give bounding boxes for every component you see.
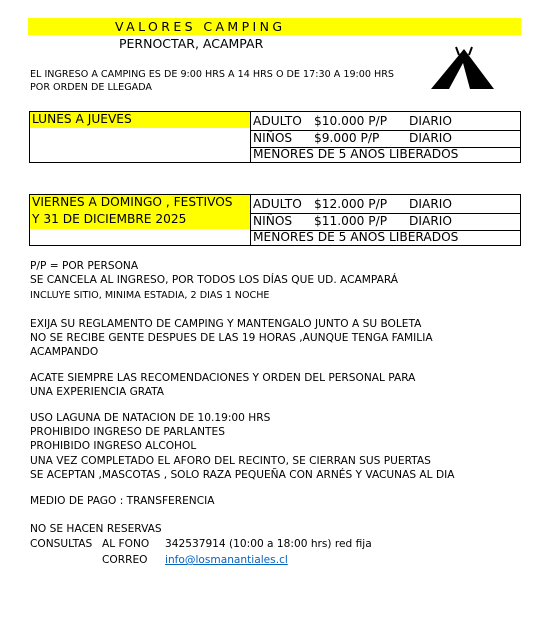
no-reservations-note: NO SE HACEN RESERVAS: [30, 523, 162, 535]
capacity-note: UNA VEZ COMPLETADO EL AFORO DEL RECINTO, SE CIERRAN SUS PUERTAS: [30, 455, 431, 467]
staff-line-1: ACATE SIEMPRE LAS RECOMENDACIONES Y ORDEN DEL PERSONAL PARA: [30, 372, 416, 384]
rate-period: DIARIO: [409, 214, 452, 228]
page-title: VALORES CAMPING: [115, 19, 286, 34]
weekend-label-line-2: Y 31 DE DICIEMBRE 2025: [32, 212, 187, 226]
rate-period: DIARIO: [409, 197, 452, 211]
per-person-note: P/P = POR PERSONA: [30, 260, 139, 272]
tent-icon: [430, 45, 496, 91]
table-row: [251, 145, 520, 163]
table-row: [251, 228, 520, 246]
payment-timing-note: SE CANCELA AL INGRESO, POR TODOS LOS DÍAS QUE UD. ACAMPARÁ: [30, 274, 399, 286]
rate-type: NIÑOS: [253, 131, 293, 145]
weekend-price-table: [29, 194, 521, 246]
phone-number: 342537914 (10:00 a 18:00 hrs) red fija: [165, 538, 372, 550]
page-subtitle: PERNOCTAR, ACAMPAR: [119, 36, 264, 51]
rate-price: $10.000 P/P: [314, 114, 388, 128]
phone-label: AL FONO: [102, 538, 150, 550]
no-alcohol-note: PROHIBIDO INGRESO ALCOHOL: [30, 440, 197, 452]
pets-note: SE ACEPTAN ,MASCOTAS , SOLO RAZA PEQUEÑA CON ARNÉS Y VACUNAS AL DIA: [30, 469, 455, 481]
no-speakers-note: PROHIBIDO INGRESO DE PARLANTES: [30, 426, 225, 438]
rate-type: NIÑOS: [253, 214, 293, 228]
rate-period: DIARIO: [409, 131, 452, 145]
rate-note: MENORES DE 5 ANOS LIBERADOS: [253, 147, 459, 161]
email-label: CORREO: [102, 554, 148, 566]
rate-price: $9.000 P/P: [314, 131, 380, 145]
rate-price: $12.000 P/P: [314, 197, 388, 211]
weekday-price-table: [29, 111, 521, 163]
rate-type: ADULTO: [253, 114, 302, 128]
email-link[interactable]: info@losmanantiales.cl: [165, 554, 288, 566]
includes-note: INCLUYE SITIO, MINIMA ESTADIA, 2 DIAS 1 NOCHE: [30, 290, 270, 301]
weekend-label-line-1: VIERNES A DOMINGO , FESTIVOS: [32, 195, 233, 209]
rate-type: ADULTO: [253, 197, 302, 211]
weekday-label: LUNES A JUEVES: [32, 112, 132, 126]
schedule-line-2: POR ORDEN DE LLEGADA: [30, 82, 152, 93]
contact-label: CONSULTAS: [30, 538, 93, 550]
rules-line-3: ACAMPANDO: [30, 346, 99, 358]
rate-period: DIARIO: [409, 114, 452, 128]
rate-price: $11.000 P/P: [314, 214, 388, 228]
schedule-line-1: EL INGRESO A CAMPING ES DE 9:00 HRS A 14 HRS O DE 17:30 A 19:00 HRS: [30, 69, 395, 80]
staff-line-2: UNA EXPERIENCIA GRATA: [30, 386, 165, 398]
pool-note: USO LAGUNA DE NATACION DE 10.19:00 HRS: [30, 412, 271, 424]
rules-line-2: NO SE RECIBE GENTE DESPUES DE LAS 19 HORAS ,AUNQUE TENGA FAMILIA: [30, 332, 433, 344]
rate-note: MENORES DE 5 ANOS LIBERADOS: [253, 230, 459, 244]
payment-method: MEDIO DE PAGO : TRANSFERENCIA: [30, 495, 215, 507]
rules-line-1: EXIJA SU REGLAMENTO DE CAMPING Y MANTENGALO JUNTO A SU BOLETA: [30, 318, 422, 330]
